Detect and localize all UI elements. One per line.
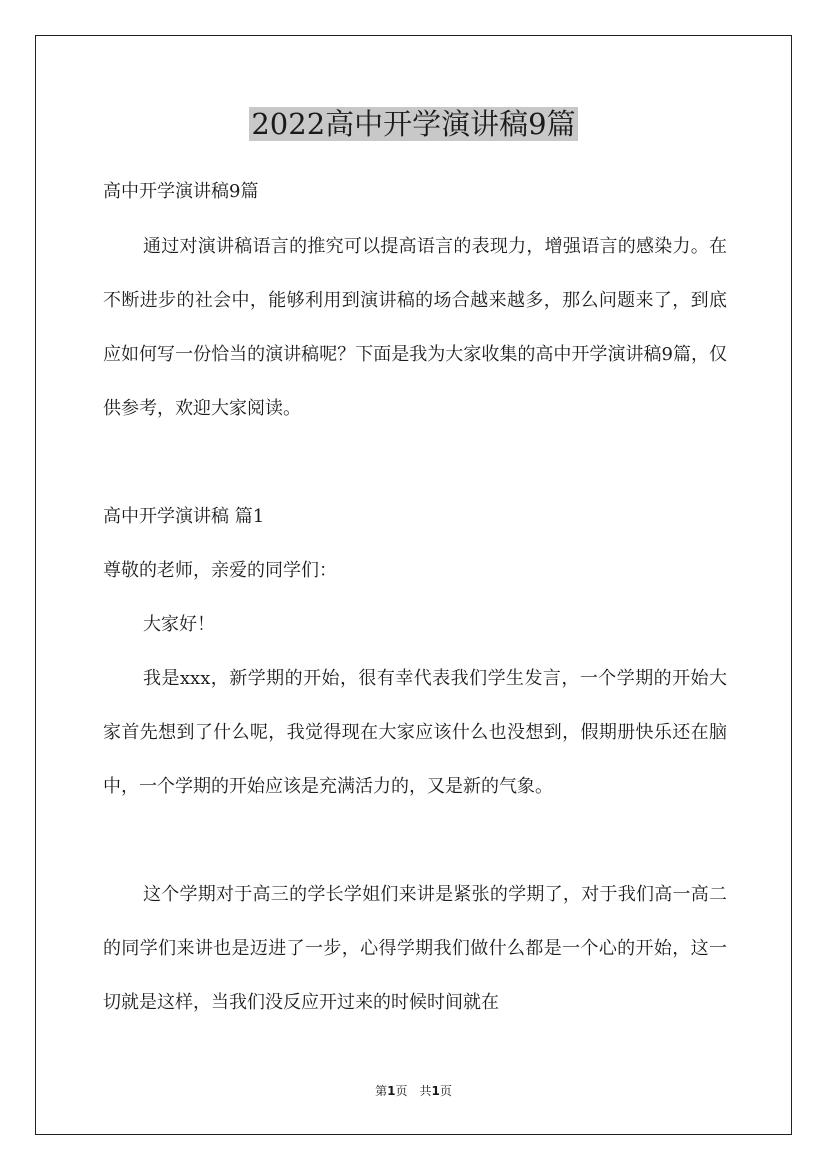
page-footer xyxy=(0,1082,827,1099)
intro-paragraph: 通过对演讲稿语言的推究可以提高语言的表现力，增强语言的感染力。在不断进步的社会中，能够利用到演讲稿的场合越来越多，那么问题来了，到底应如何写一份恰当的演讲稿呢？下面是我为大家收集的高中开学演讲稿9篇，仅供参考，欢迎大家阅读。 xyxy=(103,236,727,419)
document-subtitle: 高中开学演讲稿9篇 xyxy=(103,181,259,202)
salutation: 尊敬的老师，亲爱的同学们： xyxy=(103,560,337,581)
footer-page-mid: 页 共 xyxy=(395,1084,432,1098)
document-title-text: 2022高中开学演讲稿9篇 xyxy=(251,107,576,141)
footer-page-total: 1 xyxy=(431,1084,440,1098)
body-paragraph-2: 这个学期对于高三的学长学姐们来讲是紧张的学期了，对于我们高一高二的同学们来讲也是迈进了一步，心得学期我们做什么都是一个心的开始，这一切就是这样，当我们没反应开过来的时候时间就在 xyxy=(103,884,727,1013)
document-title xyxy=(0,104,827,144)
body-paragraph-1: 我是xxx，新学期的开始，很有幸代表我们学生发言，一个学期的开始大家首先想到了什么呢，我觉得现在大家应该什么也没想到，假期册快乐还在脑中，一个学期的开始应该是充满活力的，又是新的气象。 xyxy=(103,668,727,797)
section-heading: 高中开学演讲稿 篇1 xyxy=(103,506,265,527)
greeting: 大家好！ xyxy=(143,614,215,635)
footer-page-prefix: 第 xyxy=(375,1084,388,1098)
footer-page-suffix: 页 xyxy=(439,1084,452,1098)
footer-page-current: 1 xyxy=(387,1084,396,1098)
